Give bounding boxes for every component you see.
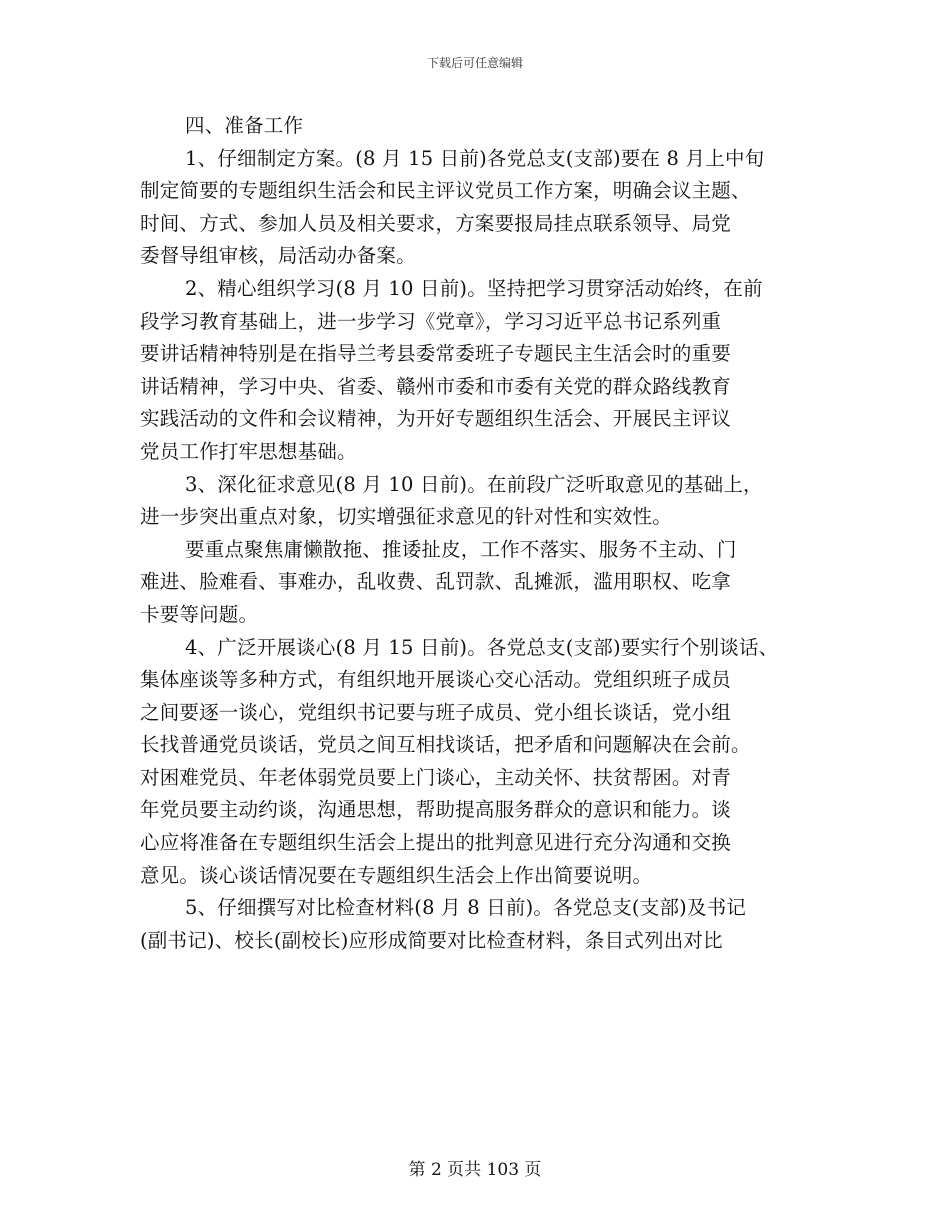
paragraph-line: 集体座谈等多种方式，有组织地开展谈心交心活动。党组织班子成员 bbox=[140, 668, 732, 692]
paragraph-line: 讲话精神，学习中央、省委、赣州市委和市委有关党的群众路线教育 bbox=[140, 374, 732, 398]
paragraph-line: 长找普通党员谈话，党员之间互相找谈话，把矛盾和问题解决在会前。 bbox=[140, 733, 751, 757]
paragraph-line: 难进、脸难看、事难办，乱收费、乱罚款、乱摊派，滥用职权、吃拿 bbox=[140, 570, 732, 594]
paragraph-line: 4、广泛开展谈心(8 月 15 日前)。各党总支(支部)要实行个别谈话、 bbox=[185, 635, 779, 659]
page-header-note: 下载后可任意编辑 bbox=[426, 56, 523, 70]
paragraph-line: 进一步突出重点对象，切实增强征求意见的针对性和实效性。 bbox=[140, 505, 672, 529]
paragraph-line: 制定简要的专题组织生活会和民主评议党员工作方案，明确会议主题、 bbox=[140, 179, 751, 203]
document-body bbox=[140, 110, 820, 957]
paragraph-line: 时间、方式、参加人员及相关要求，方案要报局挂点联系领导、局党 bbox=[140, 211, 732, 235]
paragraph-line: 党员工作打牢思想基础。 bbox=[140, 439, 357, 463]
paragraph-line: 要重点聚焦庸懒散拖、推诿扯皮，工作不落实、服务不主动、门 bbox=[185, 537, 737, 561]
paragraph-line: 委督导组审核，局活动办备案。 bbox=[140, 244, 416, 268]
paragraph-line: 2、精心组织学习(8 月 10 日前)。坚持把学习贯穿活动始终，在前 bbox=[185, 276, 763, 300]
paragraph-line: 卡要等问题。 bbox=[140, 602, 259, 626]
paragraph-line: 意见。谈心谈话情况要在专题组织生活会上作出简要说明。 bbox=[140, 863, 653, 887]
paragraph-line: 3、深化征求意见(8 月 10 日前)。在前段广泛听取意见的基础上， bbox=[185, 472, 763, 496]
paragraph-line: 年党员要主动约谈，沟通思想，帮助提高服务群众的意识和能力。谈 bbox=[140, 798, 732, 822]
paragraph-line: 5、仔细撰写对比检查材料(8 月 8 日前)。各党总支(支部)及书记 bbox=[185, 896, 747, 920]
paragraph-line: (副书记)、校长(副校长)应形成简要对比检查材料，条目式列出对比 bbox=[140, 928, 723, 952]
paragraph-line: 实践活动的文件和会议精神，为开好专题组织生活会、开展民主评议 bbox=[140, 407, 732, 431]
paragraph-line: 要讲话精神特别是在指导兰考县委常委班子专题民主生活会时的重要 bbox=[140, 342, 732, 366]
paragraph-line: 段学习教育基础上，进一步学习《党章》，学习习近平总书记系列重 bbox=[140, 309, 722, 333]
page-number-footer: 第 2 页共 103 页 bbox=[408, 1160, 542, 1180]
paragraph-line: 1、仔细制定方案。(8 月 15 日前)各党总支(支部)要在 8 月上中旬 bbox=[185, 146, 765, 170]
paragraph-line: 心应将准备在专题组织生活会上提出的批判意见进行充分沟通和交换 bbox=[140, 831, 732, 855]
section-heading: 四、准备工作 bbox=[185, 114, 304, 137]
paragraph-line: 对困难党员、年老体弱党员要上门谈心，主动关怀、扶贫帮困。对青 bbox=[140, 765, 732, 789]
paragraph-line: 之间要逐一谈心，党组织书记要与班子成员、党小组长谈话，党小组 bbox=[140, 700, 732, 724]
